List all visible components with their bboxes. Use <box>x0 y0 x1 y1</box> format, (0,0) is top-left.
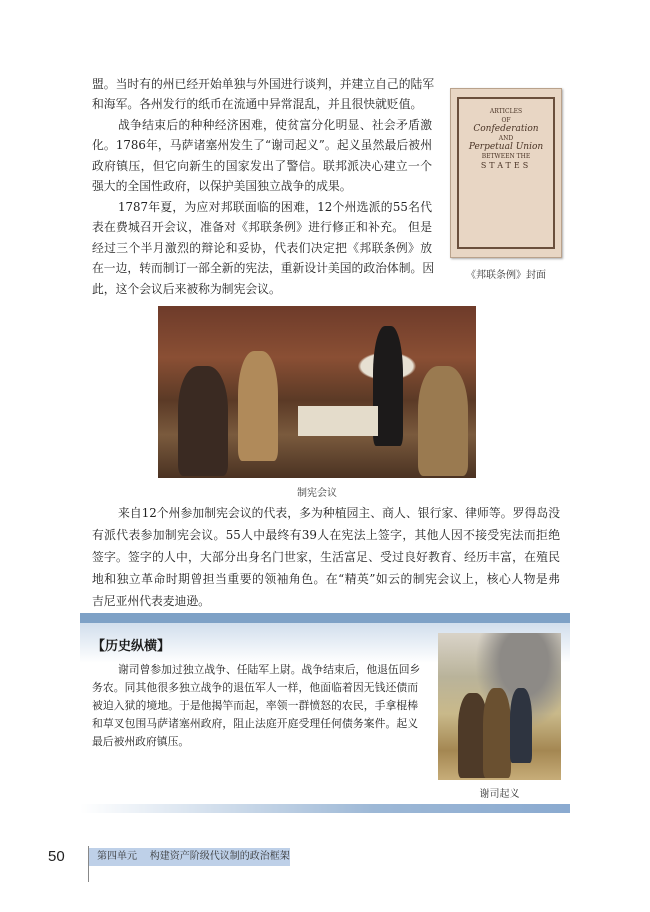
page-number: 50 <box>48 848 65 865</box>
cover-text: STATES <box>480 161 532 170</box>
text-line: 来自12个州参加制宪会议的代表，多为种植园主、商人、银行家、律师等。罗得岛没 <box>118 506 560 520</box>
text-line: 吉尼亚州代表麦迪逊。 <box>92 594 210 608</box>
text-line: 此，这个会议后来被称为制宪会议。 <box>92 282 281 296</box>
cover-text: BETWEEN THE <box>481 153 531 160</box>
cover-text: ARTICLES <box>489 108 523 115</box>
sidebar-title: 【历史纵横】 <box>92 639 171 654</box>
text-line: 签字。签字的人中，大部分出身名门世家，生活富足、受过良好教育、经历丰富，在殖民 <box>92 550 560 564</box>
sidebar-text-line: 和草叉包围马萨诸塞州政府，阻止法庭开庭受理任何债务案件。起义 <box>92 717 418 730</box>
sidebar-top-bar <box>80 613 570 623</box>
history-sidebar-box <box>80 613 570 813</box>
text-line: 地和独立革命时期曾担当重要的领袖角色。在“精英”如云的制宪会议上，核心人物是弗 <box>92 572 560 586</box>
text-line: 强大的全国性政府，以保护美国独立战争的成果。 <box>92 179 352 193</box>
sidebar-text-line: 谢司曾参加过独立战争、任陆军上尉。战争结束后，他退伍回乡 <box>118 663 421 676</box>
sidebar-bottom-bar <box>80 804 570 813</box>
text-line: 化。1786年，马萨诸塞州发生了“谢司起义”。起义虽然最后被州 <box>92 138 432 152</box>
text-line: 和海军。各州发行的纸币在流通中异常混乱，并且很快就贬值。 <box>92 97 423 111</box>
text-line: 表在费城召开会议，准备对《邦联条例》进行修正和补充。 但是 <box>92 220 432 234</box>
cover-text: AND <box>498 135 514 142</box>
text-line: 经过三个半月激烈的辩论和妥协，代表们决定把《邦联条例》放 <box>92 241 432 255</box>
articles-of-confederation-cover-image <box>450 88 562 258</box>
cover-text: OF <box>501 117 511 124</box>
sidebar-text-line: 最后被州政府镇压。 <box>92 735 190 748</box>
painting-caption: 制宪会议 <box>297 488 337 499</box>
text-line: 有派代表参加制宪会议。55人中最终有39人在宪法上签字，其他人因不接受宪法而拒绝 <box>92 528 560 542</box>
cover-text: Perpetual Union <box>468 142 544 152</box>
shays-rebellion-image <box>438 633 561 780</box>
shays-image-caption: 谢司起义 <box>479 789 520 800</box>
text-line: 战争结束后的种种经济困难，使贫富分化明显、社会矛盾激 <box>118 118 432 132</box>
text-line: 在一边，转而制订一部全新的宪法，重新设计美国的政治体制。因 <box>92 261 435 275</box>
constitutional-convention-painting <box>158 306 476 478</box>
text-line: 政府镇压，但它向新生的国家发出了警信。联邦派决心建立一个 <box>92 159 432 173</box>
cover-text: Confederation <box>473 124 539 134</box>
footer-unit-title: 第四单元 构建资产阶级代议制的政治框架 <box>89 848 290 866</box>
cover-caption: 《邦联条例》封面 <box>466 270 546 281</box>
sidebar-text-line: 被迫入狱的境地。于是他揭竿而起，率领一群愤怒的农民，手拿棍棒 <box>92 699 418 712</box>
sidebar-text-line: 务农。同其他很多独立战争的退伍军人一样，他面临着因无钱还债而 <box>92 681 418 694</box>
text-line: 盟。当时有的州已经开始单独与外国进行谈判，并建立自己的陆军 <box>92 77 435 91</box>
text-line: 1787年夏，为应对邦联面临的困难，12个州选派的55名代 <box>118 200 432 214</box>
